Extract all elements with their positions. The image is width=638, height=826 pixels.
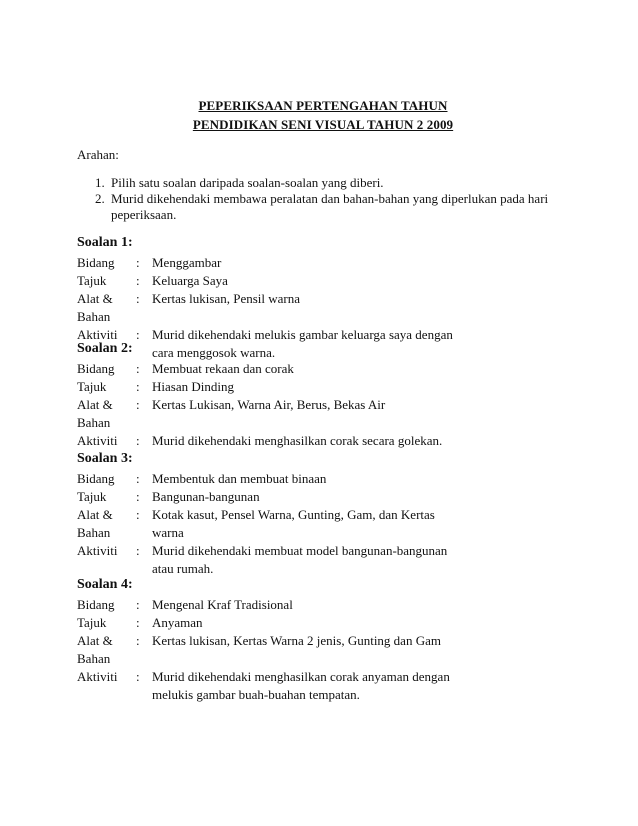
field-value: Kertas Lukisan, Warna Air, Berus, Bekas Air — [152, 397, 386, 412]
instructions-heading: Arahan: — [77, 147, 119, 162]
field-label: Aktiviti — [77, 669, 118, 684]
instruction-text: Pilih satu soalan daripada soalan-soalan yang diberi. — [111, 175, 384, 190]
field-colon: : — [136, 379, 140, 394]
field-colon: : — [136, 543, 140, 558]
field-value: Membentuk dan membuat binaan — [152, 471, 327, 486]
field-colon: : — [136, 669, 140, 684]
field-label: Tajuk — [77, 273, 107, 288]
field-value: Anyaman — [152, 615, 203, 630]
field-bidang — [77, 254, 557, 272]
instruction-number: 1. — [95, 175, 105, 190]
field-aktiviti — [77, 432, 557, 450]
field-colon: : — [136, 255, 140, 270]
field-bidang — [77, 470, 557, 488]
field-aktiviti — [77, 668, 557, 704]
field-value: Murid dikehendaki membuat model bangunan-bangunan atau rumah. — [152, 543, 448, 576]
instruction-item — [95, 191, 565, 223]
field-value: Murid dikehendaki menghasilkan corak anyaman dengan melukis gambar buah-buahan tempatan. — [152, 669, 450, 702]
field-label: Tajuk — [77, 489, 107, 504]
field-label: Aktiviti — [77, 543, 118, 558]
field-tajuk — [77, 378, 557, 396]
question-heading: Soalan 4: — [77, 577, 133, 592]
field-value: Menggambar — [152, 255, 222, 270]
field-label: Alat & Bahan — [77, 507, 113, 540]
field-label: Bidang — [77, 597, 115, 612]
field-value: Kertas lukisan, Pensil warna — [152, 291, 301, 306]
field-label: Bidang — [77, 255, 115, 270]
field-colon: : — [136, 273, 140, 288]
field-alat-bahan — [77, 290, 557, 326]
field-tajuk — [77, 488, 557, 506]
exam-title: PEPERIKSAAN PERTENGAHAN TAHUN — [198, 98, 448, 113]
field-alat-bahan — [77, 396, 557, 432]
field-value: Kotak kasut, Pensel Warna, Gunting, Gam, dan Kertas warna — [152, 507, 435, 540]
field-label: Tajuk — [77, 379, 107, 394]
field-value: Hiasan Dinding — [152, 379, 234, 394]
field-label: Bidang — [77, 471, 115, 486]
field-value: Murid dikehendaki melukis gambar keluarga saya dengan cara menggosok warna. — [152, 327, 453, 360]
field-colon: : — [136, 597, 140, 612]
field-colon: : — [136, 433, 140, 448]
question-4 — [77, 576, 557, 704]
field-label: Tajuk — [77, 615, 107, 630]
field-colon: : — [136, 291, 140, 306]
field-label: Aktiviti — [77, 327, 118, 342]
field-value: Mengenal Kraf Tradisional — [152, 597, 293, 612]
field-tajuk — [77, 272, 557, 290]
field-label: Alat & Bahan — [77, 291, 113, 324]
field-label: Bidang — [77, 361, 115, 376]
question-heading: Soalan 3: — [77, 451, 133, 466]
field-label: Aktiviti — [77, 433, 118, 448]
question-2 — [77, 340, 557, 450]
question-3 — [77, 450, 557, 578]
field-bidang — [77, 596, 557, 614]
field-colon: : — [136, 507, 140, 522]
field-value: Bangunan-bangunan — [152, 489, 260, 504]
field-tajuk — [77, 614, 557, 632]
field-alat-bahan — [77, 506, 557, 542]
field-label: Alat & Bahan — [77, 633, 113, 666]
field-label: Alat & Bahan — [77, 397, 113, 430]
exam-subtitle: PENDIDIKAN SENI VISUAL TAHUN 2 2009 — [192, 117, 454, 132]
field-colon: : — [136, 471, 140, 486]
field-aktiviti — [77, 542, 557, 578]
question-heading: Soalan 1: — [77, 235, 133, 250]
field-value: Keluarga Saya — [152, 273, 228, 288]
field-colon: : — [136, 327, 140, 342]
instruction-text: Murid dikehendaki membawa peralatan dan bahan-bahan yang diperlukan pada hari peperiksaan. — [111, 191, 549, 222]
field-bidang — [77, 360, 557, 378]
field-value: Kertas lukisan, Kertas Warna 2 jenis, Gunting dan Gam — [152, 633, 441, 648]
question-heading: Soalan 2: — [77, 341, 133, 356]
field-colon: : — [136, 489, 140, 504]
instruction-number: 2. — [95, 191, 105, 206]
instruction-item — [95, 175, 565, 191]
field-value: Murid dikehendaki menghasilkan corak secara golekan. — [152, 433, 443, 448]
field-value: Membuat rekaan dan corak — [152, 361, 294, 376]
field-colon: : — [136, 633, 140, 648]
field-colon: : — [136, 615, 140, 630]
field-colon: : — [136, 361, 140, 376]
field-colon: : — [136, 397, 140, 412]
instructions-list — [95, 175, 565, 223]
field-alat-bahan — [77, 632, 557, 668]
